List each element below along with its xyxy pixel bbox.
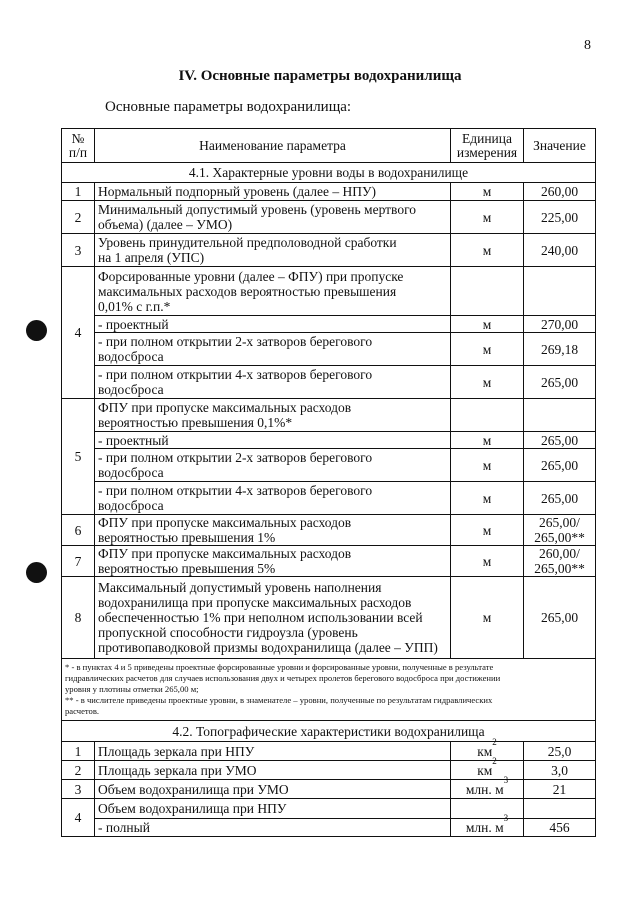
table-row: 7 ФПУ при пропуске максимальных расходов вероятностью превышения 5% м 260,00/ 265,00** <box>62 546 596 577</box>
table-row: 3 Объем водохранилища при УМО млн. $м^3$ 21 <box>62 780 596 799</box>
punch-hole-icon <box>26 320 47 341</box>
intro-text: Основные параметры водохранилища: <box>105 99 352 115</box>
parameters-table <box>61 128 596 837</box>
table-row: - при полном открытии 4-х затворов берегового водосброса м 265,00 <box>62 482 596 515</box>
section-title: 4.1. Характерные уровни воды в водохранилище <box>62 163 596 183</box>
table-row: 1 Площадь зеркала при НПУ $км^2$ 25,0 <box>62 742 596 761</box>
table-row: 4 Объем водохранилища при НПУ <box>62 799 596 819</box>
table-row: 3 Уровень принудительной предполоводной сработки на 1 апреля (УПС) м 240,00 <box>62 234 596 267</box>
table-row: - при полном открытии 4-х затворов берегового водосброса м 265,00 <box>62 366 596 399</box>
table-row: 8 Максимальный допустимый уровень наполнения водохранилища при пропуске максимальных расходов обеспеченностью 1% при неполном использовании всей пропускной способности гидроузла (уровень противопаводковой призмы водохранилища (далее – УПП) м 265,00 <box>62 577 596 659</box>
table-row: - при полном открытии 2-х затворов берегового водосброса м 269,18 <box>62 333 596 366</box>
table-row: - при полном открытии 2-х затворов берегового водосброса м 265,00 <box>62 449 596 482</box>
footnote: * - в пунктах 4 и 5 приведены проектные форсированные уровни и форсированные уровни, полученные в результате гидравлических расчетов для случаев использования двух и четырех пролетов берегового водосброса при достижении уровня у плотины отметки 265,00 м; ** - в числителе приведены проектные уровни, в знаменателе – уровни, полученные по результатам гидравлических расчетов. <box>62 659 596 721</box>
section-heading: IV. Основные параметры водохранилища <box>178 68 462 84</box>
punch-hole-icon <box>26 562 47 583</box>
table-row: - проектный м 265,00 <box>62 432 596 449</box>
section-row <box>62 163 596 183</box>
header-unit: Единица измерения <box>451 129 524 163</box>
table-row: - полный млн. $м^3$ 456 <box>62 819 596 837</box>
section-row <box>62 721 596 742</box>
table-row: 2 Минимальный допустимый уровень (уровень мертвого объема) (далее – УМО) м 225,00 <box>62 201 596 234</box>
table-row: 4 Форсированные уровни (далее – ФПУ) при пропуске максимальных расходов вероятностью превышения 0,01% с г.п.* <box>62 267 596 316</box>
section-title: 4.2. Топографические характеристики водохранилища <box>62 721 596 742</box>
table-row: - проектный м 270,00 <box>62 316 596 333</box>
footnote-row <box>62 659 596 721</box>
header-number: № п/п <box>62 129 95 163</box>
table-header-row <box>62 129 596 163</box>
header-name: Наименование параметра <box>95 129 451 163</box>
table-row: 5 ФПУ при пропуске максимальных расходов вероятностью превышения 0,1%* <box>62 399 596 432</box>
table-row: 2 Площадь зеркала при УМО $км^2$ 3,0 <box>62 761 596 780</box>
table-row: 6 ФПУ при пропуске максимальных расходов вероятностью превышения 1% м 265,00/ 265,00** <box>62 515 596 546</box>
header-value: Значение <box>524 129 596 163</box>
table-row: 1 Нормальный подпорный уровень (далее – НПУ) м 260,00 <box>62 183 596 201</box>
page-number: 8 <box>584 38 591 53</box>
